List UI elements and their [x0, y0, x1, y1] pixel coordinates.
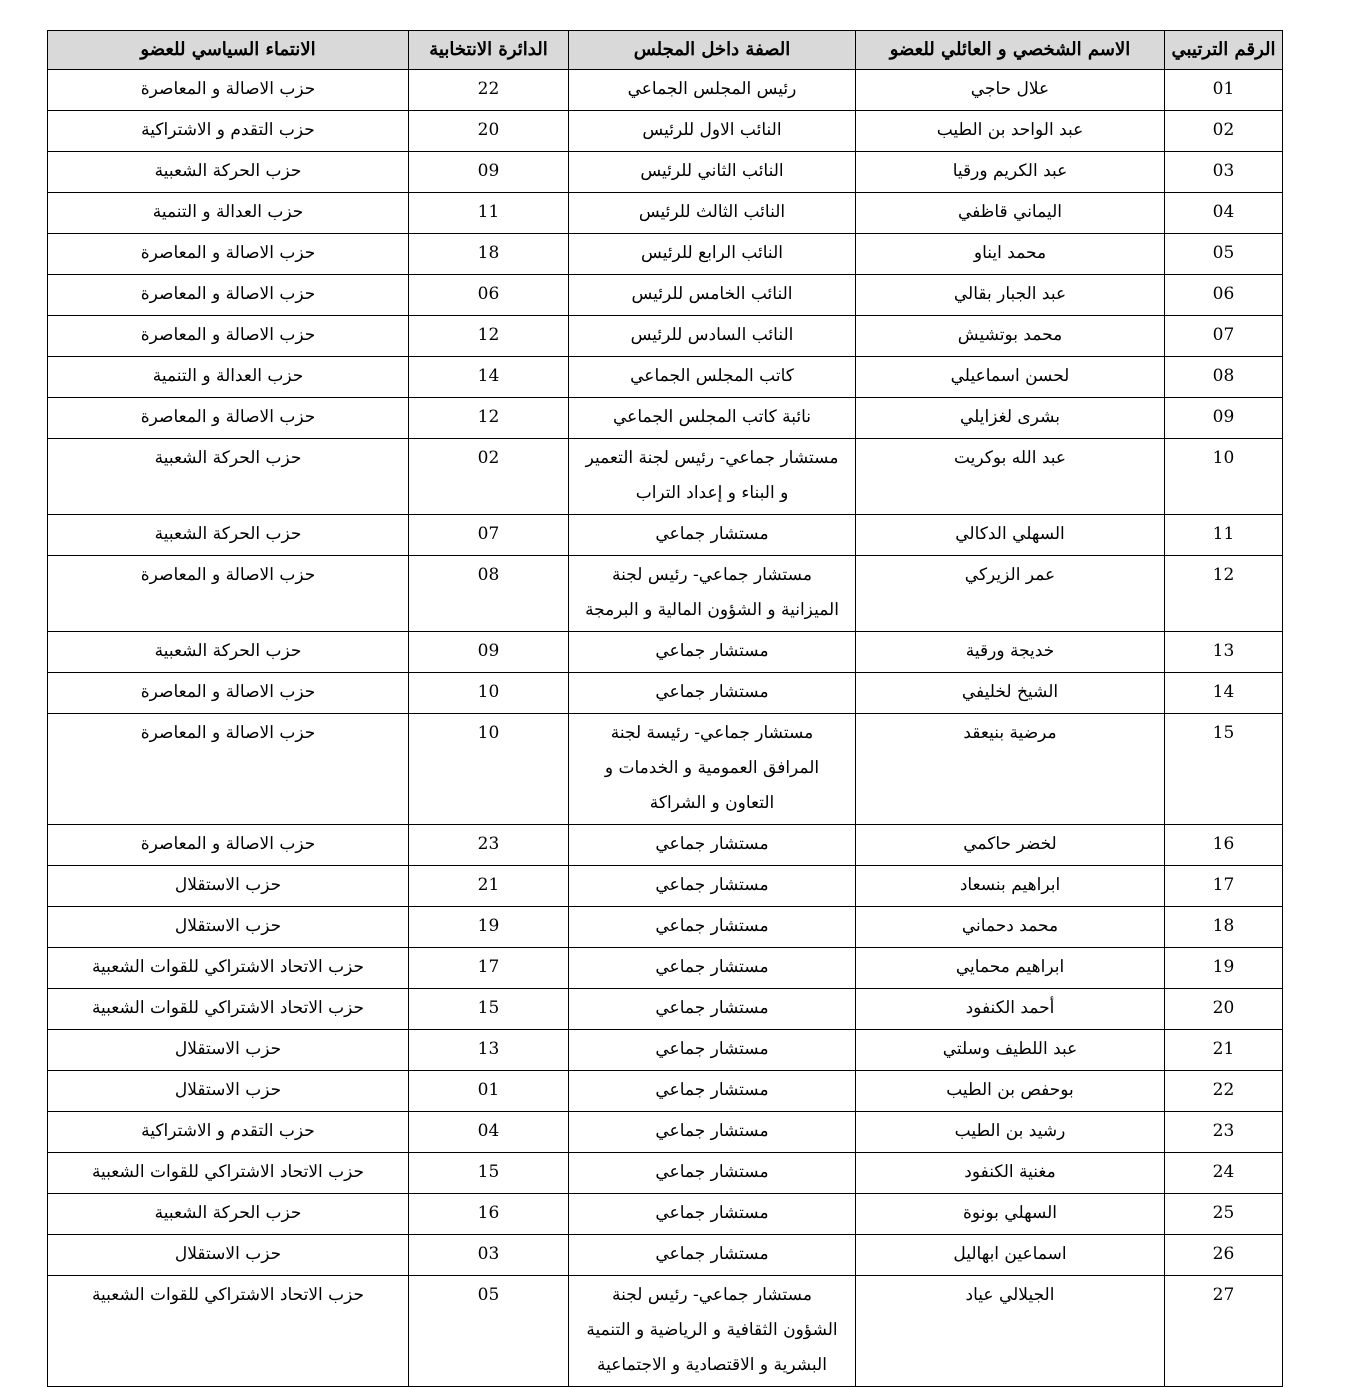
- cell-district: 12: [409, 398, 569, 439]
- cell-district: 09: [409, 632, 569, 673]
- cell-district: 08: [409, 556, 569, 632]
- cell-role: مستشار جماعي: [569, 1112, 856, 1153]
- cell-role: مستشار جماعي: [569, 515, 856, 556]
- council-members-table: [47, 30, 1283, 1387]
- cell-role: نائبة كاتب المجلس الجماعي: [569, 398, 856, 439]
- cell-name: عبد الله بوكريت: [856, 439, 1165, 515]
- cell-district: 16: [409, 1194, 569, 1235]
- cell-role: مستشار جماعي: [569, 632, 856, 673]
- cell-party: حزب التقدم و الاشتراكية: [48, 111, 409, 152]
- cell-party: حزب الحركة الشعبية: [48, 439, 409, 515]
- cell-district: 21: [409, 866, 569, 907]
- table-row: [48, 866, 1283, 907]
- cell-name: علال حاجي: [856, 70, 1165, 111]
- cell-name: محمد ايناو: [856, 234, 1165, 275]
- cell-name: محمد دحماني: [856, 907, 1165, 948]
- cell-number: 11: [1165, 515, 1283, 556]
- cell-role: كاتب المجلس الجماعي: [569, 357, 856, 398]
- cell-number: 05: [1165, 234, 1283, 275]
- cell-name: عبد الجبار بقالي: [856, 275, 1165, 316]
- table-row: [48, 234, 1283, 275]
- cell-party: حزب الاتحاد الاشتراكي للقوات الشعبية: [48, 1153, 409, 1194]
- cell-party: حزب الاستقلال: [48, 1030, 409, 1071]
- table-row: [48, 714, 1283, 825]
- table-row: [48, 152, 1283, 193]
- cell-number: 09: [1165, 398, 1283, 439]
- cell-district: 22: [409, 70, 569, 111]
- cell-name: ابراهيم بنسعاد: [856, 866, 1165, 907]
- cell-name: عمر الزيركي: [856, 556, 1165, 632]
- cell-number: 06: [1165, 275, 1283, 316]
- cell-role: النائب الثالث للرئيس: [569, 193, 856, 234]
- cell-number: 21: [1165, 1030, 1283, 1071]
- cell-name: بشرى لغزايلي: [856, 398, 1165, 439]
- header-party: الانتماء السياسي للعضو: [48, 31, 409, 70]
- cell-party: حزب الحركة الشعبية: [48, 515, 409, 556]
- cell-number: 13: [1165, 632, 1283, 673]
- cell-role: مستشار جماعي: [569, 1194, 856, 1235]
- cell-role: مستشار جماعي: [569, 1153, 856, 1194]
- cell-party: حزب الاستقلال: [48, 866, 409, 907]
- cell-name: السهلي بونوة: [856, 1194, 1165, 1235]
- cell-district: 06: [409, 275, 569, 316]
- cell-party: حزب الاصالة و المعاصرة: [48, 316, 409, 357]
- cell-number: 25: [1165, 1194, 1283, 1235]
- header-number: الرقم الترتيبي: [1165, 31, 1283, 70]
- table-row: [48, 1153, 1283, 1194]
- cell-role: مستشار جماعي- رئيس لجنة التعمير و البناء و إعداد التراب: [569, 439, 856, 515]
- cell-district: 03: [409, 1235, 569, 1276]
- table-row: [48, 398, 1283, 439]
- table-row: [48, 556, 1283, 632]
- cell-number: 24: [1165, 1153, 1283, 1194]
- cell-role: مستشار جماعي: [569, 1071, 856, 1112]
- cell-party: حزب العدالة و التنمية: [48, 357, 409, 398]
- cell-party: حزب الحركة الشعبية: [48, 152, 409, 193]
- cell-district: 15: [409, 989, 569, 1030]
- cell-district: 23: [409, 825, 569, 866]
- table-row: [48, 316, 1283, 357]
- table-row: [48, 673, 1283, 714]
- cell-number: 08: [1165, 357, 1283, 398]
- cell-number: 14: [1165, 673, 1283, 714]
- cell-district: 09: [409, 152, 569, 193]
- table-header: [48, 31, 1283, 70]
- cell-party: حزب الاصالة و المعاصرة: [48, 714, 409, 825]
- table-row: [48, 1071, 1283, 1112]
- cell-party: حزب الاتحاد الاشتراكي للقوات الشعبية: [48, 989, 409, 1030]
- cell-name: اليماني قاظفي: [856, 193, 1165, 234]
- cell-name: عبد اللطيف وسلتي: [856, 1030, 1165, 1071]
- cell-party: حزب العدالة و التنمية: [48, 193, 409, 234]
- cell-role: النائب الخامس للرئيس: [569, 275, 856, 316]
- cell-name: عبد الواحد بن الطيب: [856, 111, 1165, 152]
- cell-name: خديجة ورقية: [856, 632, 1165, 673]
- cell-role: مستشار جماعي: [569, 989, 856, 1030]
- cell-district: 02: [409, 439, 569, 515]
- cell-district: 15: [409, 1153, 569, 1194]
- table-row: [48, 948, 1283, 989]
- cell-party: حزب الاستقلال: [48, 1235, 409, 1276]
- cell-district: 19: [409, 907, 569, 948]
- cell-party: حزب الاصالة و المعاصرة: [48, 556, 409, 632]
- cell-name: ابراهيم محمايي: [856, 948, 1165, 989]
- cell-role: مستشار جماعي: [569, 948, 856, 989]
- cell-number: 07: [1165, 316, 1283, 357]
- cell-party: حزب الحركة الشعبية: [48, 1194, 409, 1235]
- cell-party: حزب الاستقلال: [48, 1071, 409, 1112]
- cell-number: 17: [1165, 866, 1283, 907]
- cell-role: مستشار جماعي: [569, 1235, 856, 1276]
- cell-number: 02: [1165, 111, 1283, 152]
- table-row: [48, 1194, 1283, 1235]
- table-row: [48, 907, 1283, 948]
- cell-district: 10: [409, 714, 569, 825]
- cell-district: 07: [409, 515, 569, 556]
- header-name: الاسم الشخصي و العائلي للعضو: [856, 31, 1165, 70]
- cell-name: أحمد الكنفود: [856, 989, 1165, 1030]
- cell-district: 18: [409, 234, 569, 275]
- cell-number: 12: [1165, 556, 1283, 632]
- cell-party: حزب الاصالة و المعاصرة: [48, 825, 409, 866]
- table-row: [48, 515, 1283, 556]
- cell-name: بوحفص بن الطيب: [856, 1071, 1165, 1112]
- cell-party: حزب الاصالة و المعاصرة: [48, 275, 409, 316]
- cell-role: النائب الرابع للرئيس: [569, 234, 856, 275]
- cell-role: مستشار جماعي- رئيس لجنة الشؤون الثقافية و الرياضية و التنمية البشرية و الاقتصادية و الاجتماعية: [569, 1276, 856, 1387]
- cell-role: مستشار جماعي- رئيس لجنة الميزانية و الشؤون المالية و البرمجة: [569, 556, 856, 632]
- table-row: [48, 275, 1283, 316]
- cell-district: 17: [409, 948, 569, 989]
- cell-name: رشيد بن الطيب: [856, 1112, 1165, 1153]
- header-role: الصفة داخل المجلس: [569, 31, 856, 70]
- cell-role: النائب الاول للرئيس: [569, 111, 856, 152]
- cell-number: 27: [1165, 1276, 1283, 1387]
- cell-number: 10: [1165, 439, 1283, 515]
- cell-name: الجيلالي عياد: [856, 1276, 1165, 1387]
- header-district: الدائرة الانتخابية: [409, 31, 569, 70]
- cell-party: حزب الاصالة و المعاصرة: [48, 673, 409, 714]
- cell-number: 01: [1165, 70, 1283, 111]
- cell-name: لخضر حاكمي: [856, 825, 1165, 866]
- cell-party: حزب الاستقلال: [48, 907, 409, 948]
- cell-role: مستشار جماعي- رئيسة لجنة المرافق العمومية و الخدمات و التعاون و الشراكة: [569, 714, 856, 825]
- cell-number: 22: [1165, 1071, 1283, 1112]
- cell-district: 11: [409, 193, 569, 234]
- table-row: [48, 1235, 1283, 1276]
- cell-district: 10: [409, 673, 569, 714]
- cell-role: مستشار جماعي: [569, 673, 856, 714]
- cell-number: 03: [1165, 152, 1283, 193]
- cell-role: النائب الثاني للرئيس: [569, 152, 856, 193]
- cell-name: مغنية الكنفود: [856, 1153, 1165, 1194]
- cell-role: النائب السادس للرئيس: [569, 316, 856, 357]
- cell-role: مستشار جماعي: [569, 866, 856, 907]
- cell-name: عبد الكريم ورقيا: [856, 152, 1165, 193]
- table-row: [48, 357, 1283, 398]
- cell-name: محمد بوتشيش: [856, 316, 1165, 357]
- cell-number: 18: [1165, 907, 1283, 948]
- cell-district: 20: [409, 111, 569, 152]
- table-row: [48, 111, 1283, 152]
- cell-number: 20: [1165, 989, 1283, 1030]
- table-row: [48, 193, 1283, 234]
- cell-district: 13: [409, 1030, 569, 1071]
- cell-district: 04: [409, 1112, 569, 1153]
- table-row: [48, 1112, 1283, 1153]
- cell-party: حزب الاصالة و المعاصرة: [48, 234, 409, 275]
- table-row: [48, 825, 1283, 866]
- table-row: [48, 70, 1283, 111]
- cell-district: 01: [409, 1071, 569, 1112]
- cell-district: 14: [409, 357, 569, 398]
- cell-number: 16: [1165, 825, 1283, 866]
- header-row: [48, 31, 1283, 70]
- cell-party: حزب الاتحاد الاشتراكي للقوات الشعبية: [48, 1276, 409, 1387]
- table-row: [48, 1030, 1283, 1071]
- cell-number: 15: [1165, 714, 1283, 825]
- cell-number: 19: [1165, 948, 1283, 989]
- cell-name: السهلي الدكالي: [856, 515, 1165, 556]
- cell-party: حزب الاصالة و المعاصرة: [48, 70, 409, 111]
- cell-number: 04: [1165, 193, 1283, 234]
- cell-name: اسماعين ابهاليل: [856, 1235, 1165, 1276]
- cell-party: حزب الاتحاد الاشتراكي للقوات الشعبية: [48, 948, 409, 989]
- cell-party: حزب الاصالة و المعاصرة: [48, 398, 409, 439]
- cell-name: الشيخ لخليفي: [856, 673, 1165, 714]
- cell-district: 12: [409, 316, 569, 357]
- cell-party: حزب التقدم و الاشتراكية: [48, 1112, 409, 1153]
- table-row: [48, 632, 1283, 673]
- cell-number: 23: [1165, 1112, 1283, 1153]
- table-body: [48, 70, 1283, 1387]
- table-row: [48, 439, 1283, 515]
- cell-role: مستشار جماعي: [569, 907, 856, 948]
- cell-party: حزب الحركة الشعبية: [48, 632, 409, 673]
- cell-role: رئيس المجلس الجماعي: [569, 70, 856, 111]
- cell-number: 26: [1165, 1235, 1283, 1276]
- table-row: [48, 1276, 1283, 1387]
- cell-district: 05: [409, 1276, 569, 1387]
- cell-name: لحسن اسماعيلي: [856, 357, 1165, 398]
- cell-role: مستشار جماعي: [569, 825, 856, 866]
- cell-name: مرضية بنيعقد: [856, 714, 1165, 825]
- table-row: [48, 989, 1283, 1030]
- cell-role: مستشار جماعي: [569, 1030, 856, 1071]
